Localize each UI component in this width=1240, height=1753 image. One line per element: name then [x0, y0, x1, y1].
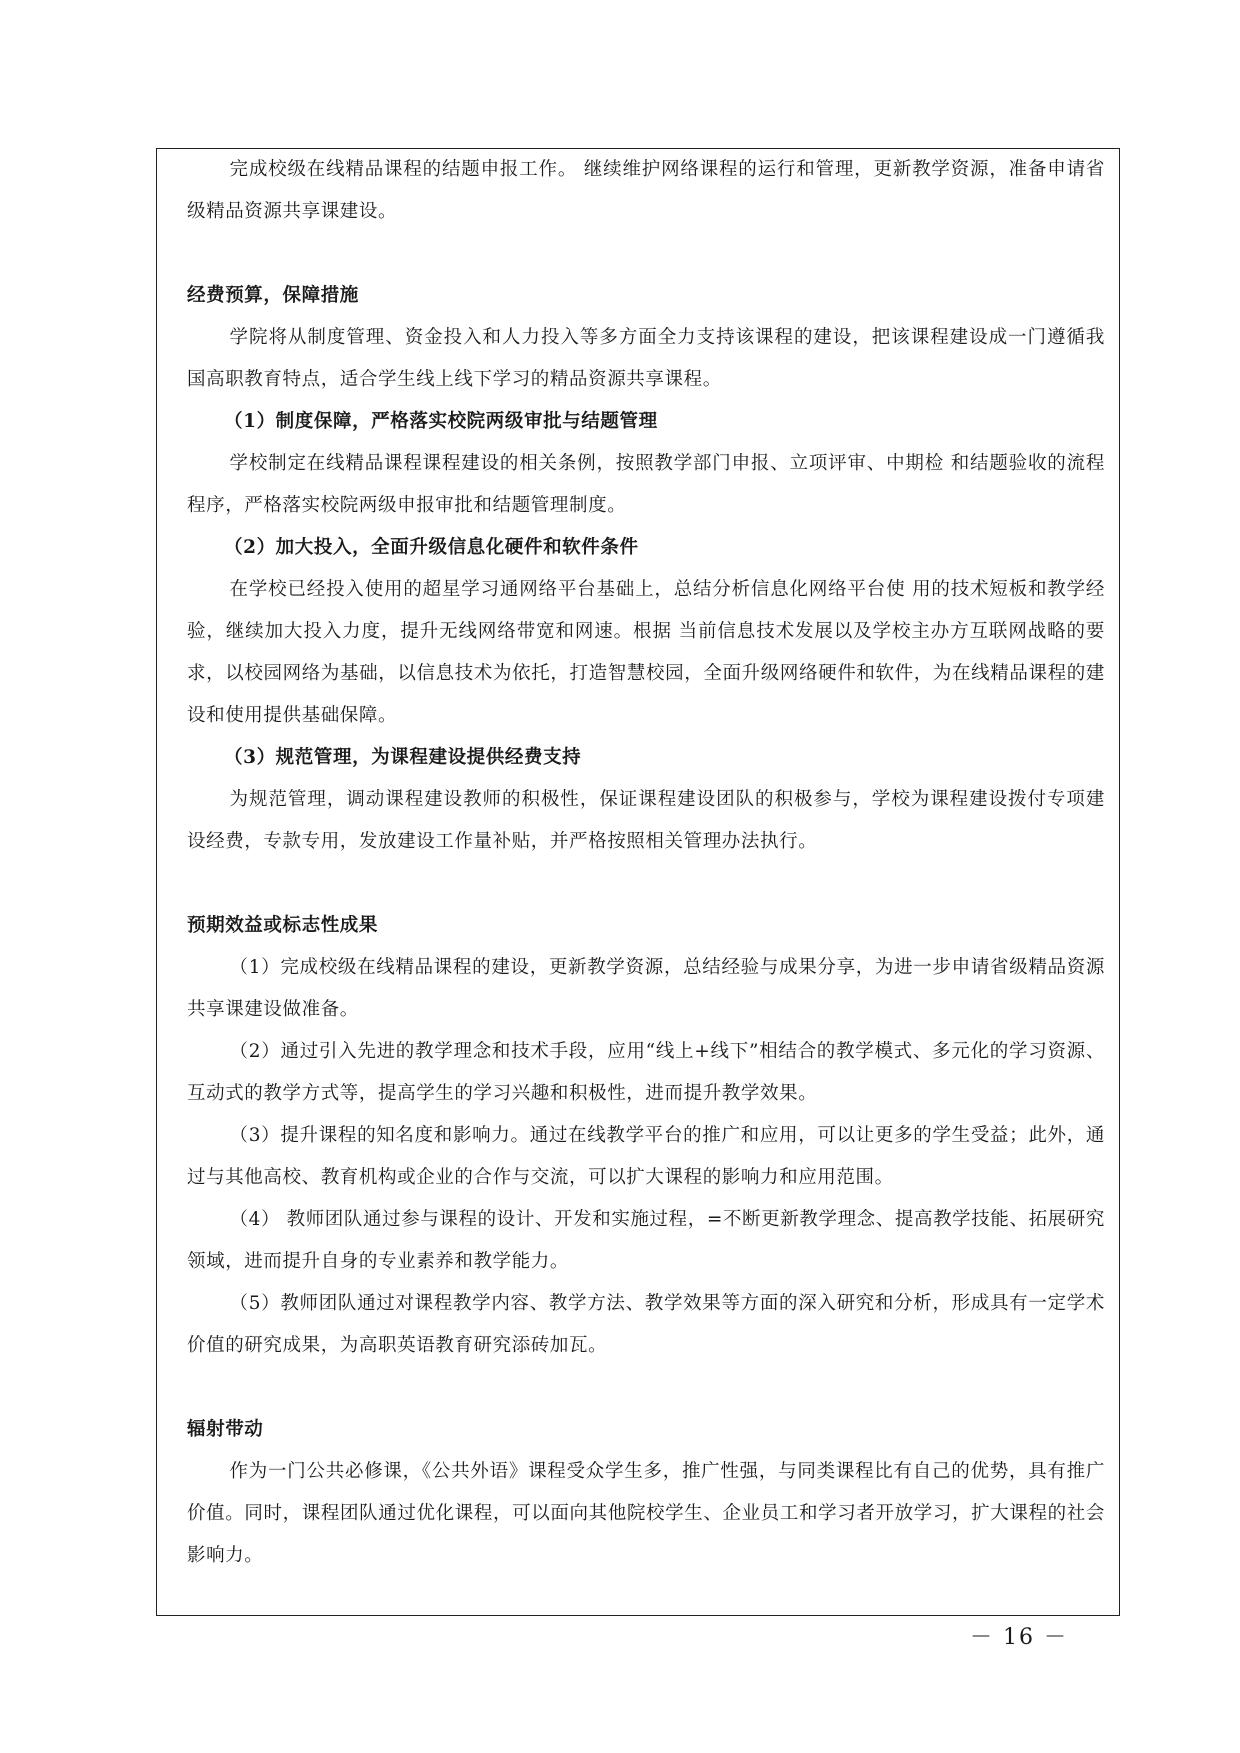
radiation-section-title: 辐射带动	[187, 1419, 264, 1440]
budget-item-2-heading: （2）加大投入，全面升级信息化硬件和软件条件	[224, 537, 639, 558]
section-gap	[187, 863, 1105, 905]
budget-item-2-text: 在学校已经投入使用的超星学习通网络平台基础上，总结分析信息化网络平台使 用的技术短板和教学经验，继续加大投入力度，提升无线网络带宽和网速。根据 当前信息技术发展以及学校主办方互联网战略的要求，以校园网络为基础，以信息技术为依托，打造智慧校园，全面升级网络硬件和软件，为在线精品课程的建设和使用提供基础保障。	[187, 579, 1105, 726]
budget-item-3-heading: （3）规范管理，为课程建设提供经费支持	[224, 747, 582, 768]
radiation-paragraph: 作为一门公共必修课，《公共外语》课程受众学生多，推广性强，与同类课程比有自己的优势，具有推广价值。同时，课程团队通过优化课程，可以面向其他院校学生、企业员工和学习者开放学习，扩大课程的社会影响力。	[187, 1461, 1105, 1566]
section-gap	[187, 233, 1105, 275]
outcome-item-2: （2）通过引入先进的教学理念和技术手段，应用“线上+线下”相结合的教学模式、多元化的学习资源、互动式的教学方式等，提高学生的学习兴趣和积极性，进而提升教学效果。	[187, 1041, 1105, 1104]
outcomes-section-title: 预期效益或标志性成果	[187, 915, 379, 936]
section-gap	[187, 1367, 1105, 1409]
page-number: － 16 －	[970, 1625, 1068, 1650]
budget-item-1-heading: （1）制度保障，严格落实校院两级审批与结题管理	[224, 411, 658, 432]
outcome-item-4: （4） 教师团队通过参与课程的设计、开发和实施过程，=不断更新教学理念、提高教学技能、拓展研究领域，进而提升自身的专业素养和教学能力。	[187, 1209, 1105, 1272]
document-body	[187, 149, 1105, 1577]
content-frame	[156, 148, 1120, 1616]
budget-item-3-text: 为规范管理，调动课程建设教师的积极性，保证课程建设团队的积极参与，学校为课程建设拨付专项建设经费，专款专用，发放建设工作量补贴，并严格按照相关管理办法执行。	[187, 789, 1105, 852]
intro-paragraph: 完成校级在线精品课程的结题申报工作。 继续维护网络课程的运行和管理，更新教学资源，准备申请省级精品资源共享课建设。	[187, 159, 1105, 222]
outcome-item-1: （1）完成校级在线精品课程的建设，更新教学资源，总结经验与成果分享，为进一步申请省级精品资源共享课建设做准备。	[187, 957, 1105, 1020]
budget-section-title: 经费预算，保障措施	[187, 285, 359, 306]
budget-item-1-text: 学校制定在线精品课程课程建设的相关条例，按照教学部门申报、立项评审、中期检 和结题验收的流程程序，严格落实校院两级申报审批和结题管理制度。	[187, 453, 1105, 516]
outcome-item-3: （3）提升课程的知名度和影响力。通过在线教学平台的推广和应用，可以让更多的学生受益；此外，通过与其他高校、教育机构或企业的合作与交流，可以扩大课程的影响力和应用范围。	[187, 1125, 1105, 1188]
outcome-item-5: （5）教师团队通过对课程教学内容、教学方法、教学效果等方面的深入研究和分析，形成具有一定学术价值的研究成果，为高职英语教育研究添砖加瓦。	[187, 1293, 1105, 1356]
budget-intro-paragraph: 学院将从制度管理、资金投入和人力投入等多方面全力支持该课程的建设，把该课程建设成一门遵循我国高职教育特点，适合学生线上线下学习的精品资源共享课程。	[187, 327, 1105, 390]
